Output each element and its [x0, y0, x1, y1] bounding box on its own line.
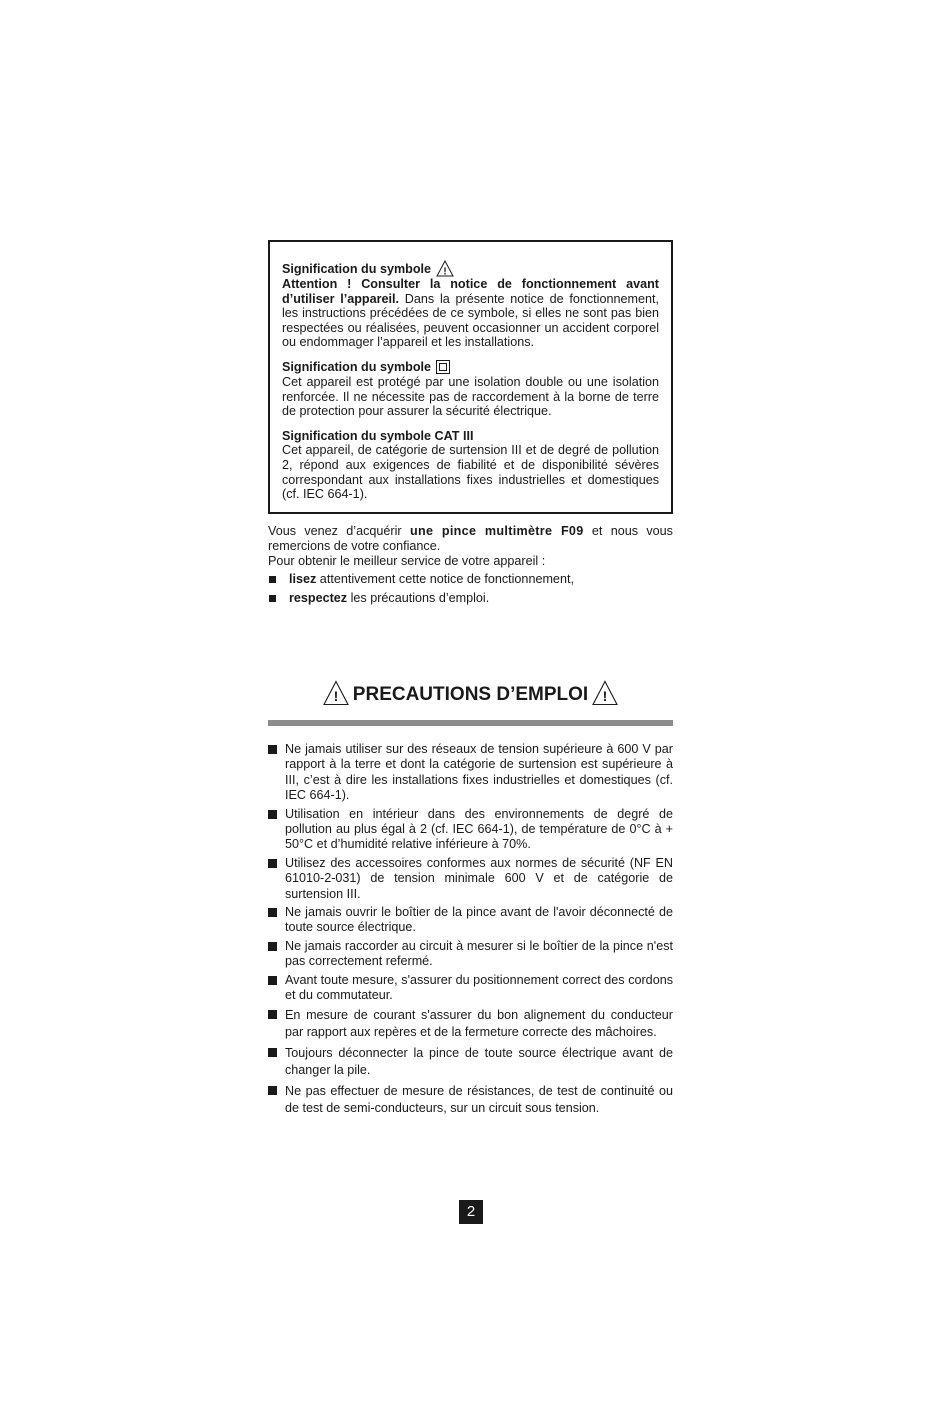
- product-name: une pince multimètre F09: [409, 523, 584, 538]
- section-title: PRECAUTIONS D’EMPLOI: [352, 684, 589, 705]
- square-bullet-icon: [269, 595, 276, 602]
- document-page: [268, 240, 673, 606]
- list-item: [268, 905, 673, 936]
- list-item: [268, 1045, 673, 1079]
- precautions-list: [268, 742, 673, 1121]
- square-bullet-icon: [268, 810, 277, 819]
- list-item: [268, 856, 673, 902]
- symbol-double-insulation-text: Cet appareil est protégé par une isolation double ou une isolation renforcée. Il ne nécessite pas de raccordement à la borne de terre de protection pour assurer la sécurité électrique.: [282, 374, 659, 419]
- page-number: 2: [459, 1200, 483, 1224]
- list-item-text: Ne jamais utiliser sur des réseaux de tension supérieure à 600 V par rapport à la terre et dont la catégorie de surtension est supérieure à III, c’est à dire les installations fixes industrielles et domestiques (cf. IEC 664-1).: [285, 742, 673, 803]
- list-item-text: Toujours déconnecter la pince de toute source électrique avant de changer la pile.: [285, 1045, 673, 1077]
- list-item: [268, 807, 673, 853]
- symbol-warning-heading: Signification du symbole: [282, 262, 432, 277]
- symbol-double-insulation-heading: Signification du symbole: [282, 360, 432, 375]
- intro-paragraph-2: Pour obtenir le meilleur service de votre appareil :: [268, 554, 546, 569]
- intro-text: [268, 524, 673, 606]
- symbol-double-insulation-section: [282, 360, 659, 419]
- symbols-notice-box: [268, 240, 673, 514]
- list-item-text: attentivement cette notice de fonctionnement,: [316, 572, 574, 587]
- square-bullet-icon: [268, 1048, 277, 1057]
- svg-text:!: !: [333, 688, 339, 704]
- intro-paragraph-1: [268, 524, 673, 554]
- precautions-heading-block: [268, 680, 673, 726]
- list-item: [268, 1007, 673, 1041]
- list-item: [268, 1083, 673, 1117]
- symbol-warning-section: [282, 260, 659, 350]
- list-item-strong: respectez: [289, 590, 348, 605]
- intro-list: [268, 572, 673, 605]
- list-item: [268, 572, 673, 587]
- square-bullet-icon: [268, 942, 277, 951]
- list-item-text: Avant toute mesure, s'assurer du positionnement correct des cordons et du commutateur.: [285, 972, 673, 1003]
- square-bullet-icon: [269, 576, 276, 583]
- warning-triangle-icon: [592, 680, 618, 706]
- square-bullet-icon: [268, 745, 277, 754]
- svg-text:!: !: [602, 688, 608, 704]
- list-item: [268, 973, 673, 1004]
- symbol-cat3-text: Cet appareil, de catégorie de surtension III et de degré de pollution 2, répond aux exigences de fiabilité et de disponibilité sévères correspondant aux installations fixes industrielles et domestiques (cf. IEC 664-1).: [282, 443, 659, 502]
- list-item-text: Utilisez des accessoires conformes aux normes de sécurité (NF EN 61010-2-031) de tension minimale 600 V et de catégorie de surtension III.: [285, 855, 673, 901]
- list-item: [268, 742, 673, 804]
- square-bullet-icon: [268, 1086, 277, 1095]
- title-divider: [268, 720, 673, 726]
- square-bullet-icon: [268, 908, 277, 917]
- svg-text:!: !: [443, 266, 447, 277]
- symbol-warning-text: Dans la présente notice de fonctionnement, les instructions précédées de ce symbole, si elles ne sont pas bien respectées ou réalisées, peuvent occasionner un accident corporel ou endommager l’appareil et les installations.: [282, 291, 659, 350]
- intro-p1-end: et nous vous remercions de votre confiance.: [268, 523, 673, 553]
- list-item-text: En mesure de courant s'assurer du bon alignement du conducteur par rapport aux repères et de la fermeture correcte des mâchoires.: [285, 1007, 673, 1039]
- symbol-cat3-section: [282, 429, 659, 502]
- symbol-cat3-heading: Signification du symbole CAT III: [282, 428, 474, 443]
- square-bullet-icon: [268, 976, 277, 985]
- list-item-text: Ne jamais raccorder au circuit à mesurer si le boîtier de la pince n'est pas correctement refermé.: [285, 938, 673, 969]
- square-bullet-icon: [268, 859, 277, 868]
- square-bullet-icon: [268, 1010, 277, 1019]
- warning-triangle-icon: [436, 260, 454, 277]
- list-item-text: Ne jamais ouvrir le boîtier de la pince avant de l'avoir déconnecté de toute source électrique.: [285, 905, 673, 935]
- symbol-warning-lead: Attention ! Consulter la notice de fonctionnement avant d’utiliser l’appareil.: [282, 277, 659, 306]
- double-insulation-icon: [436, 360, 450, 374]
- list-item-strong: lisez: [289, 572, 317, 587]
- list-item-text: les précautions d’emploi.: [347, 590, 490, 605]
- list-item: [268, 939, 673, 970]
- list-item-text: Utilisation en intérieur dans des environnements de degré de pollution au plus égal à 2 (cf. IEC 664-1), de température de 0°C à + 50°C et d’humidité relative inférieure à 70%.: [285, 806, 673, 852]
- warning-triangle-icon: [323, 680, 349, 706]
- list-item: [268, 591, 673, 606]
- intro-p1-start: Vous venez d’acquérir: [268, 523, 410, 538]
- list-item-text: Ne pas effectuer de mesure de résistances, de test de continuité ou de test de semi-conducteurs, sur un circuit sous tension.: [285, 1083, 673, 1115]
